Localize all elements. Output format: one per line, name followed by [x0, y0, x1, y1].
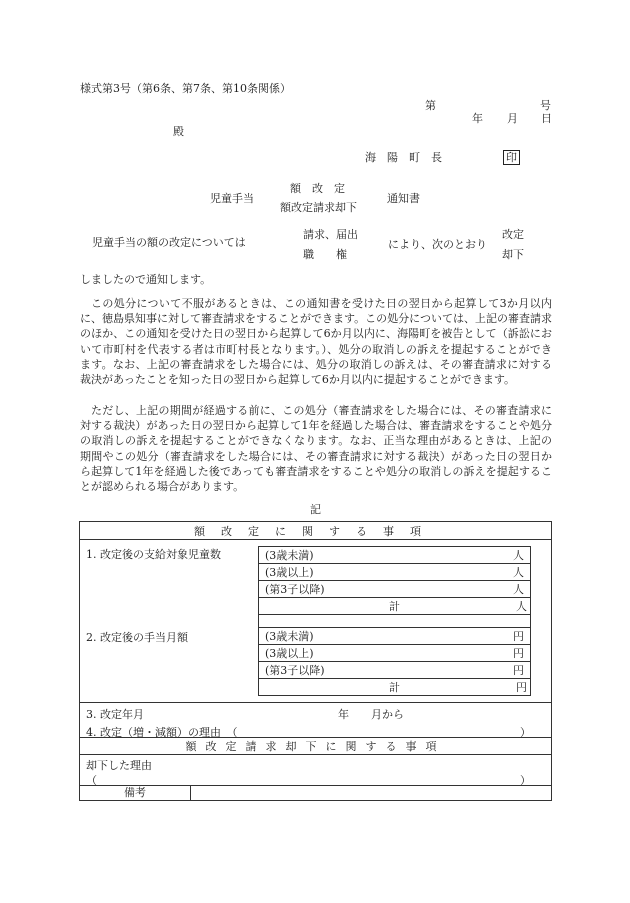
item1-total: 計 人 [259, 598, 531, 615]
body-option-request: 請求、届出 [303, 228, 358, 241]
title-option-amount-change: 額 改 定 [290, 182, 345, 195]
item3-value: 年 月から [338, 708, 404, 721]
item1-row-under3: (3歳未満) 人 [259, 547, 531, 564]
item4-label: 4. 改定（増・減額）の理由 （ [86, 726, 238, 739]
seal-mark: 印 [503, 150, 520, 165]
title-right: 通知書 [387, 192, 420, 205]
issuer: 海 陽 町 長 [365, 151, 442, 164]
body-result-reject: 却下 [502, 248, 524, 261]
reject-open: （ [86, 774, 97, 787]
body-result-change: 改定 [502, 228, 524, 241]
section1-header: 額改定に関する事項 [80, 522, 552, 540]
body-lead: 児童手当の額の改定については [92, 236, 246, 249]
date-month: 月 [507, 112, 518, 125]
item2-row-third-child: (第3子以降) 円 [259, 662, 531, 679]
item2-row-over3: (3歳以上) 円 [259, 645, 531, 662]
item1-row-over3: (3歳以上) 人 [259, 564, 531, 581]
body-option-authority: 職 権 [303, 248, 347, 261]
item4-close: ） [520, 726, 531, 739]
item2-label: 2. 改定後の手当月額 [86, 631, 188, 644]
ki-heading: 記 [310, 503, 321, 516]
monthly-amount-table [258, 627, 531, 696]
form-number: 様式第3号（第6条、第7条、第10条関係） [80, 82, 291, 95]
notice-end: しましたので通知します。 [80, 273, 212, 286]
reject-label: 却下した理由 [86, 759, 152, 772]
item1-label: 1. 改定後の支給対象児童数 [86, 548, 221, 561]
reject-close: ） [520, 774, 531, 787]
doc-no-prefix: 第 [425, 99, 436, 112]
doc-no-suffix: 号 [540, 99, 551, 112]
rejection-reason [80, 755, 552, 786]
appeal-paragraph-2: ただし、上記の期間が経過する前に、この処分（審査請求をした場合には、その審査請求に対する裁決）があった日の翌日から起算して1年を経過した場合は、審査請求をすることや処分の取消しの訴えを提起することができなくなります。なお、正当な理由があるときは、上記の期間やこの処分（審査請求をした場合には、その審査請求に対する裁決）があった日の翌日から起算して1年を経過した後であっても審査請求をすることや処分の取消しの訴えを提起することが認められる場合があります。 [80, 404, 552, 494]
item1-row-third-child: (第3子以降) 人 [259, 581, 531, 598]
item3-label: 3. 改定年月 [86, 708, 144, 721]
remarks-label: 備考 [80, 786, 191, 800]
body-mid: により、次のとおり [388, 238, 487, 251]
title-option-rejection: 額改定請求却下 [280, 201, 357, 214]
item2-total: 計 円 [259, 679, 531, 696]
children-count-table [258, 546, 531, 627]
addressee-suffix: 殿 [173, 125, 184, 138]
date-day: 日 [541, 112, 552, 125]
title-left: 児童手当 [210, 192, 254, 205]
section2-header: 額改定請求却下に関する事項 [80, 738, 552, 755]
details-table [79, 521, 552, 801]
item1-spacer [259, 615, 531, 628]
appeal-paragraph-1: この処分について不服があるときは、この通知書を受けた日の翌日から起算して3か月以内に、徳島県知事に対して審査請求をすることができます。この処分については、上記の審査請求のほか、この通知を受けた日の翌日から起算して6か月以内に、海陽町を被告として（訴訟において市町村を代表する者は市町村長となります。）、処分の取消しの訴えを提起することができます。なお、上記の審査請求をした場合には、処分の取消しの訴えは、その審査請求に対する裁決があったことを知った日の翌日から起算して6か月以内に提起することができます。 [80, 297, 552, 387]
item2-row-under3: (3歳未満) 円 [259, 628, 531, 645]
amount-items [80, 540, 552, 703]
remarks-row [80, 786, 552, 801]
items-3-4 [80, 703, 552, 738]
date-year: 年 [472, 112, 483, 125]
